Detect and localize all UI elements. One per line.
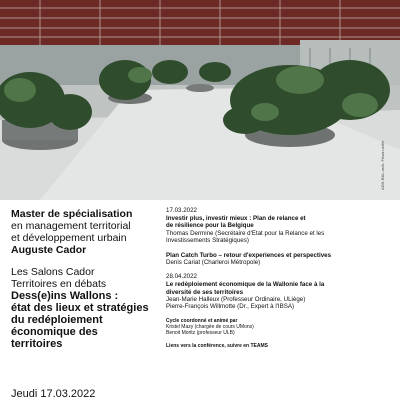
cycle-coordinator: Kristel Mazy (chargée de cours UMons) (166, 323, 254, 330)
event-title-2: état des lieux et stratégies (11, 302, 149, 314)
master-subtitle-2: et développement urbain (11, 232, 127, 244)
event-intro (11, 208, 161, 350)
session-3 (166, 273, 392, 311)
photo-credit: ADH-RAL arch. Frison-nelle (380, 140, 385, 190)
session-title: diversité de ses territoires (166, 288, 244, 296)
event-title-1: Dess(e)ins Wallons : (11, 290, 119, 302)
session-speaker: Jean-Marie Halleux (Professeur Ordinaire, ULiège) (166, 296, 306, 304)
session-1 (166, 207, 392, 245)
master-title: Master de spécialisation (11, 208, 133, 220)
session-date: 28.04.2022 (166, 273, 197, 281)
event-date-cut: Jeudi 17.03.2022 (11, 388, 96, 400)
session-speaker: Investissements Stratégiques) (166, 237, 249, 245)
session-title: Plan Catch Turbo – retour d'experiences et perspectives (166, 251, 332, 259)
cycle-coordinator: Benoit Moritz (professeur ULB) (166, 329, 235, 336)
session-title: Investir plus, investir mieux : Plan de relance et (166, 214, 306, 222)
session-title: de résilience pour la Belgique (166, 222, 254, 230)
series-subtitle: Territoires en débats (11, 278, 107, 290)
series-name: Les Salons Cador (11, 266, 95, 278)
program (166, 207, 392, 349)
event-title-5: territoires (11, 338, 63, 350)
session-speaker: Pierre-François Willmotte (Dr., Expert à l'IBSA) (166, 303, 295, 311)
cycle-heading: Cycle coordonné et animé par (166, 317, 238, 324)
event-title-3: du redéploiement (11, 314, 103, 326)
session-speaker: Thomas Dermine (Secrétaire d'Etat pour la Relance et les (166, 229, 325, 237)
master-subtitle-1: en management territorial (11, 220, 131, 232)
session-title: Le redéploiement économique de la Wallonie face à la (166, 281, 325, 289)
event-title-4: économique des (11, 326, 98, 338)
master-name: Auguste Cador (11, 244, 87, 256)
teams-link[interactable]: Liens vers la conférence, suivre en TEAMS (166, 342, 268, 349)
session-2 (166, 252, 392, 267)
session-date: 17.03.2022 (166, 207, 197, 214)
cycle-info (166, 318, 392, 336)
session-speaker: Denis Cariat (Charleroi Métropole) (166, 258, 261, 266)
